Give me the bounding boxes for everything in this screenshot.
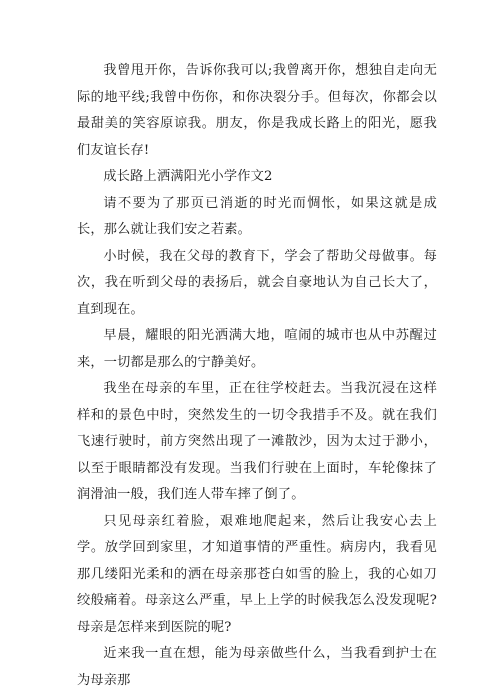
paragraph-3: 小时候，我在父母的教育下，学会了帮助父母做事。每次，我在听到父母的表扬后，就会自豪地认为自己长大了，直到现在。 bbox=[77, 248, 437, 317]
paragraph-4: 早晨，耀眼的阳光洒满大地，喧闹的城市也从中苏醒过来，一切都是那么的宁静美好。 bbox=[77, 328, 437, 370]
paragraph-1: 我曾甩开你，告诉你我可以;我曾离开你，想独自走向无际的地平线;我曾中伤你，和你决裂分手。但每次，你都会以最甜美的笑容原谅我。朋友，你是我成长路上的阳光，愿我们友谊长存! bbox=[77, 63, 437, 158]
paragraph-5: 我坐在母亲的车里，正在往学校赶去。当我沉浸在这样样和的景色中时，突然发生的一切令我措手不及。就在我们飞速行驶时，前方突然出现了一滩散沙，因为太过于渺小，以至于眼睛都没有发现。当我们行驶在上面时，车轮像抹了润滑油一般，我们连人带车摔了倒了。 bbox=[77, 381, 437, 502]
paragraph-2: 请不要为了那页已消逝的时光而惆怅，如果这就是成长，那么就让我们安之若素。 bbox=[77, 195, 437, 237]
document-body bbox=[77, 58, 437, 694]
paragraph-6: 只见母亲红着脸，艰难地爬起来，然后让我安心去上学。放学回到家里，才知道事情的严重性。病房内，我看见那几缕阳光柔和的洒在母亲那苍白如雪的脸上，我的心如刀绞般痛着。母亲这么严重，早上上学的时候我怎么没发现呢?母亲是怎样来到医院的呢? bbox=[77, 513, 437, 635]
paragraph-7: 近来我一直在想，能为母亲做些什么，当我看到护士在为母亲那 bbox=[77, 646, 437, 688]
article-heading: 成长路上洒满阳光小学作文2 bbox=[103, 169, 273, 184]
